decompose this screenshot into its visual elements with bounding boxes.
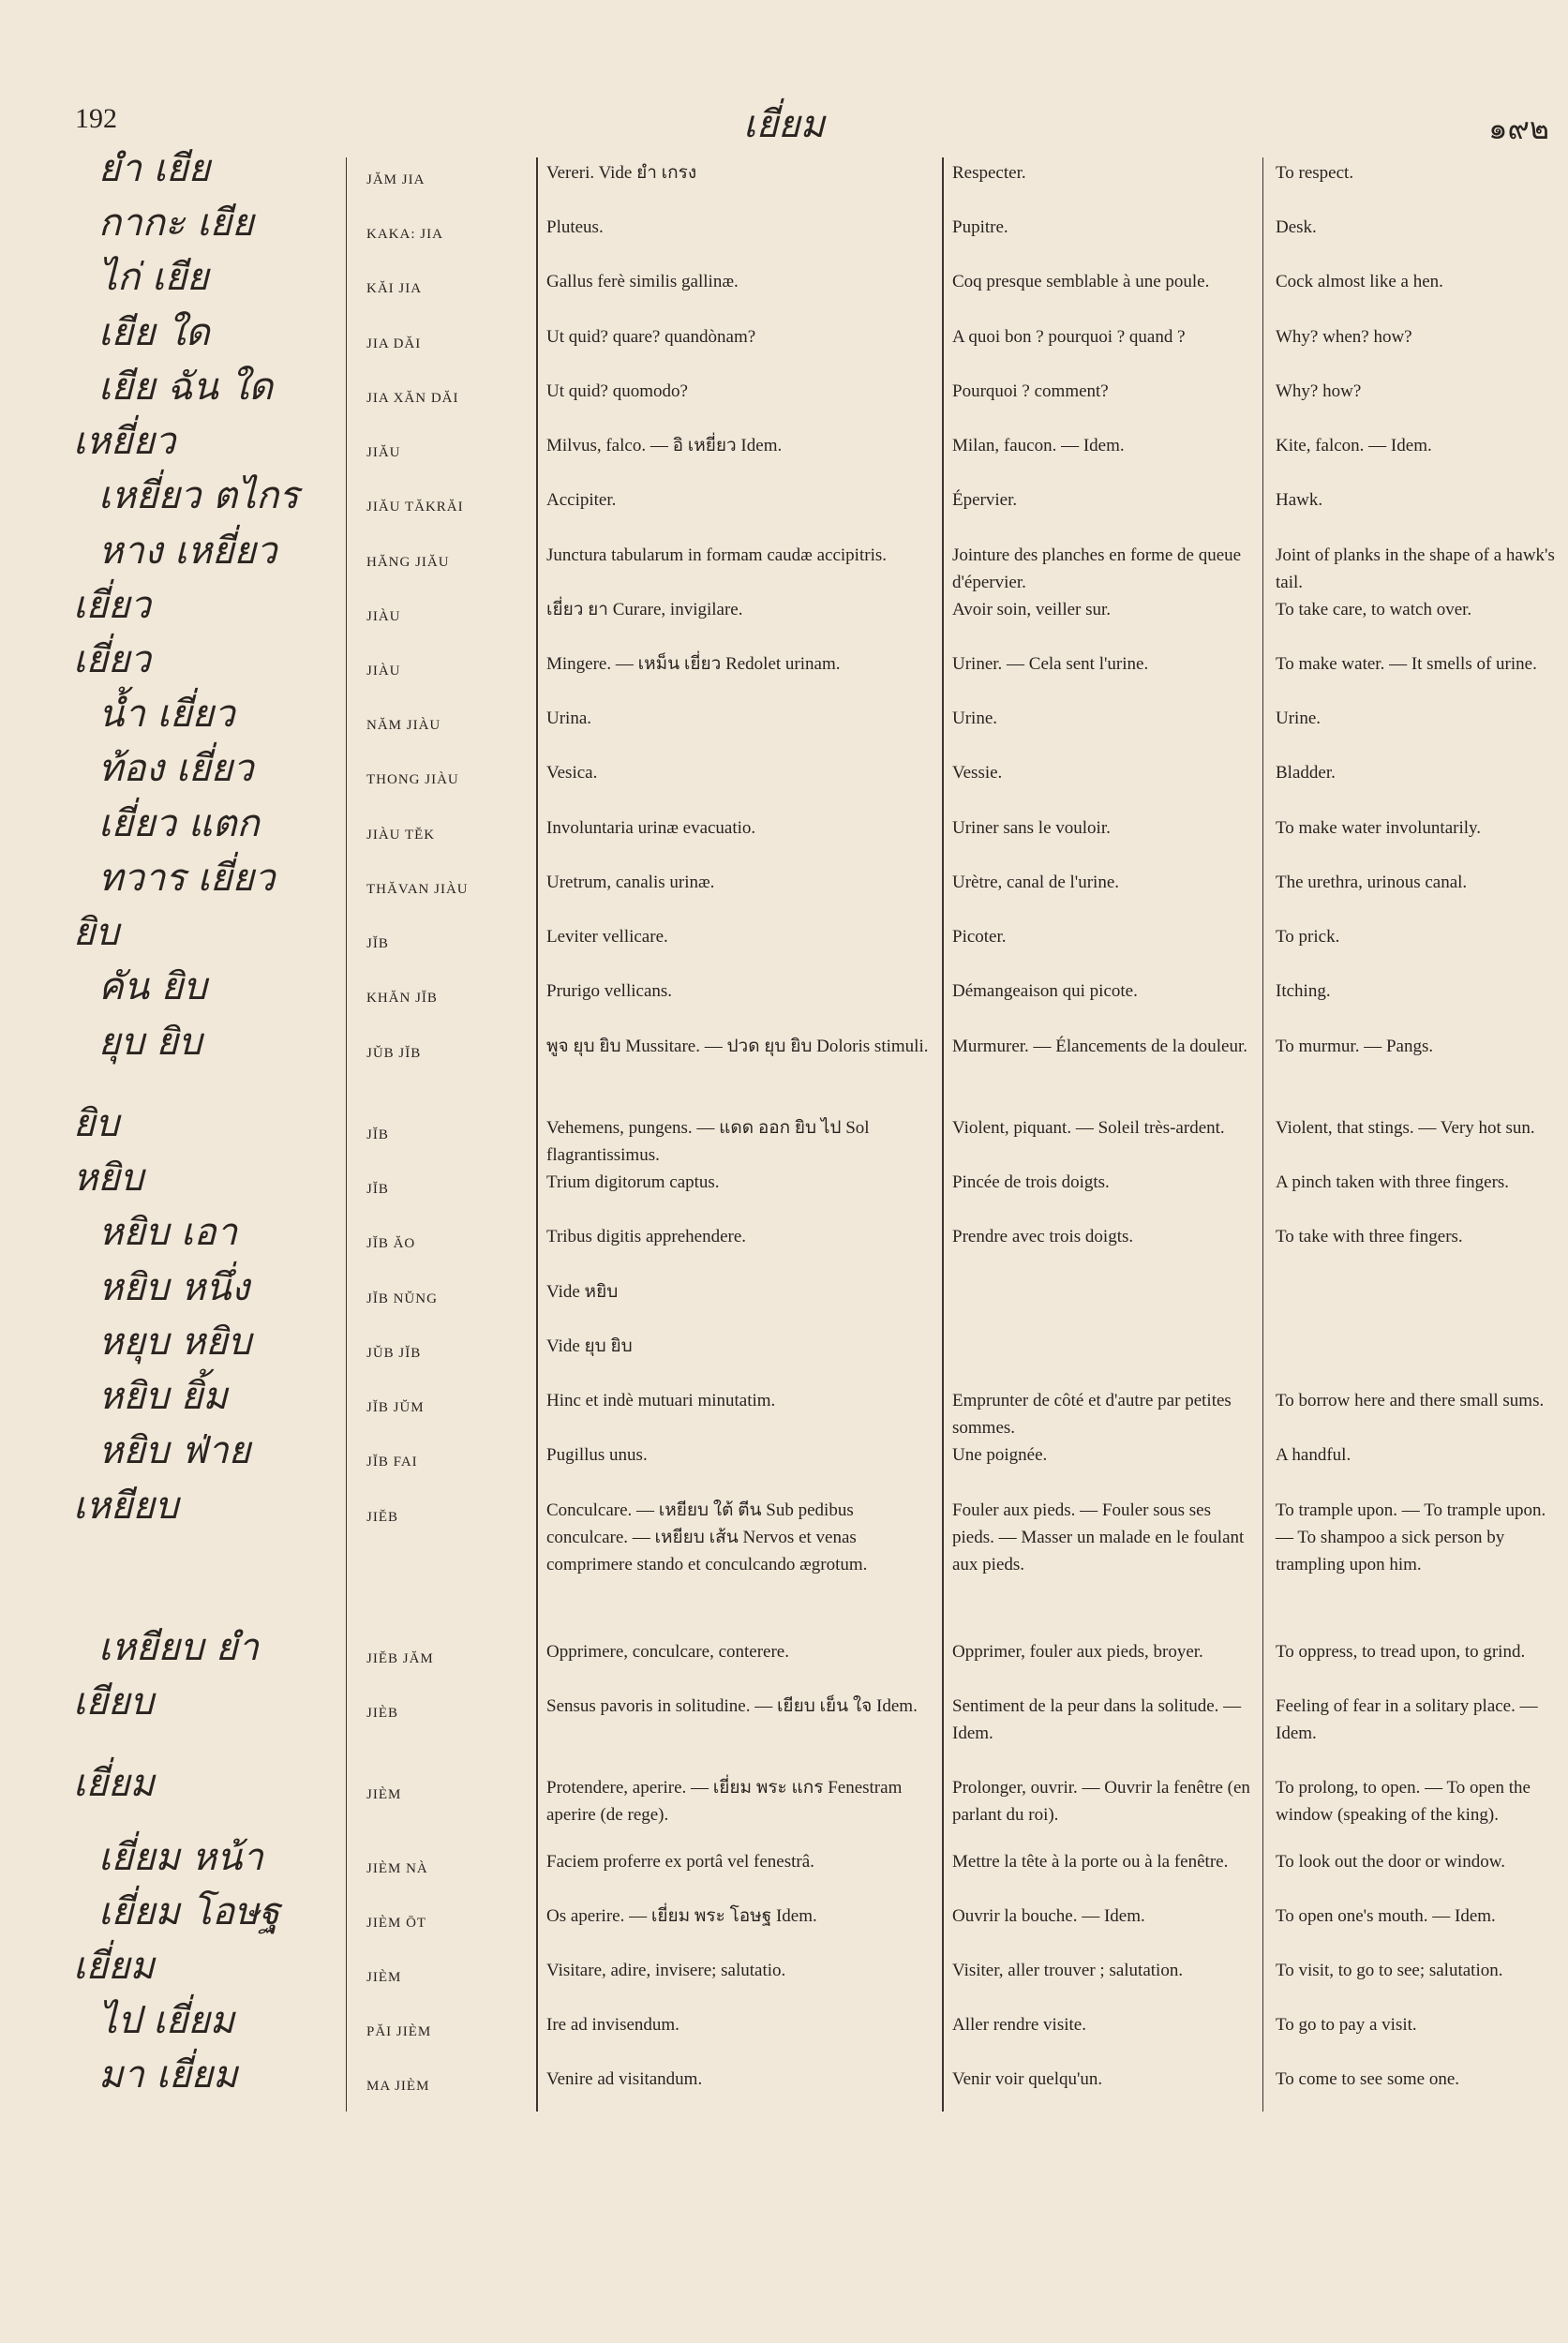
thai-headword: เหยียบ <box>73 1485 179 1528</box>
transliteration: JĬB <box>366 1182 389 1197</box>
transliteration: JIÈM <box>366 1970 402 1985</box>
french-definition: Pourquoi ? comment? <box>952 381 1109 401</box>
thai-headword: ยิบ <box>73 911 119 954</box>
latin-definition: Vereri. Vide ยำ เกรง <box>546 163 697 183</box>
english-definition: To borrow here and there small sums. <box>1276 1391 1545 1410</box>
transliteration: JIĂU TĂKRĂI <box>366 500 464 515</box>
transliteration: JĬB FAI <box>366 1455 418 1470</box>
french-definition: Épervier. <box>952 490 1018 510</box>
column-divider <box>536 157 538 2112</box>
column-divider <box>346 157 347 2112</box>
french-definition: Uriner sans le vouloir. <box>952 818 1111 838</box>
thai-headword: ไป เยี่ยม <box>98 1999 235 2042</box>
latin-definition: Vesica. <box>546 763 598 783</box>
french-definition: Démangeaison qui picote. <box>952 981 1138 1001</box>
english-definition: The urethra, urinous canal. <box>1276 873 1468 892</box>
thai-headword: คัน ยิบ <box>98 965 207 1008</box>
transliteration: JIÈM <box>366 1787 402 1802</box>
latin-definition: Junctura tabularum in formam caudæ accipitris. <box>546 545 887 565</box>
thai-headword: หยุบ หยิบ <box>98 1321 252 1364</box>
english-definition: To respect. <box>1276 163 1354 183</box>
latin-definition: Gallus ferè similis gallinæ. <box>546 272 739 291</box>
transliteration: JIÀU <box>366 664 401 679</box>
latin-definition: Vide ยุบ ยิบ <box>546 1336 633 1356</box>
thai-headword: เยี่ยม หน้า <box>98 1836 263 1879</box>
latin-definition: Mingere. — เหม็น เยี่ยว Redolet urinam. <box>546 654 841 674</box>
english-definition: To visit, to go to see; salutation. <box>1276 1961 1503 1980</box>
english-definition: Violent, that stings. — Very hot sun. <box>1276 1118 1535 1138</box>
french-definition: Pupitre. <box>952 217 1008 237</box>
thai-headword: เยี่ยว <box>73 638 152 681</box>
transliteration: JIÀU <box>366 609 401 624</box>
latin-definition: Milvus, falco. — อิ เหยี่ยว Idem. <box>546 436 783 455</box>
transliteration: JĂM JIA <box>366 172 426 187</box>
french-definition: Prolonger, ouvrir. — Ouvrir la fenêtre (en parlant du roi). <box>952 1778 1250 1825</box>
french-definition: Emprunter de côté et d'autre par petites sommes. <box>952 1391 1232 1438</box>
column-divider <box>942 157 944 2112</box>
transliteration: JIĔB <box>366 1510 398 1525</box>
latin-definition: Faciem proferre ex portâ vel fenestrâ. <box>546 1852 814 1872</box>
thai-headword: เยี่ยม โอษฐ <box>98 1890 280 1933</box>
column-divider <box>1262 157 1263 2112</box>
thai-headword: เหยียบ ยำ <box>98 1626 259 1669</box>
transliteration: JĬB <box>366 1127 389 1142</box>
latin-definition: Protendere, aperire. — เยี่ยม พระ แกร Fenestram aperire (de rege). <box>546 1778 903 1825</box>
french-definition: Sentiment de la peur dans la solitude. — Idem. <box>952 1696 1242 1743</box>
french-definition: Pincée de trois doigts. <box>952 1172 1110 1192</box>
latin-definition: Involuntaria urinæ evacuatio. <box>546 818 756 838</box>
thai-headword: เยีย ฉัน ใด <box>98 366 274 409</box>
thai-headword: หยิบ <box>73 1157 144 1200</box>
thai-headword: เยี่ยว แตก <box>98 802 260 845</box>
latin-definition: Ire ad invisendum. <box>546 2015 679 2035</box>
latin-definition: Vehemens, pungens. — แดด ออก ยิบ ไป Sol flagrantissimus. <box>546 1118 870 1165</box>
thai-headword: หยิบ หนึ่ง <box>98 1266 250 1309</box>
english-definition: To prick. <box>1276 927 1340 947</box>
transliteration: JIĔB JĂM <box>366 1651 434 1666</box>
french-definition: Picoter. <box>952 927 1007 947</box>
english-definition: Cock almost like a hen. <box>1276 272 1443 291</box>
latin-definition: Ut quid? quare? quandònam? <box>546 327 756 347</box>
latin-definition: พูจ ยุบ ยิบ Mussitare. — ปวด ยุบ ยิบ Doloris stimuli. <box>546 1037 929 1056</box>
french-definition: Coq presque semblable à une poule. <box>952 272 1210 291</box>
transliteration: KHĂN JĬB <box>366 991 438 1006</box>
thai-headword: เยี่ยม <box>73 1762 155 1805</box>
transliteration: JIA XĂN DĂI <box>366 391 459 406</box>
latin-definition: Conculcare. — เหยียบ ใต้ ตีน Sub pedibus conculcare. — เหยียบ เส้น Nervos et venas comprimere stando et conculcando ægrotum. <box>546 1500 868 1574</box>
english-definition: To prolong, to open. — To open the window (speaking of the king). <box>1276 1778 1531 1825</box>
english-definition: A handful. <box>1276 1445 1351 1465</box>
thai-headword: หยิบ ยิ้ม <box>98 1375 228 1418</box>
transliteration: PĂI JIÈM <box>366 2024 432 2039</box>
page-title: เยี่ยม <box>743 103 825 145</box>
english-definition: To murmur. — Pangs. <box>1276 1037 1434 1056</box>
latin-definition: Vide หยิบ <box>546 1282 619 1302</box>
latin-definition: Accipiter. <box>546 490 617 510</box>
english-definition: To trample upon. — To trample upon. — To shampoo a sick person by trampling upon him. <box>1276 1500 1546 1574</box>
thai-headword: ยำ เยีย <box>98 147 211 190</box>
transliteration: MA JIÈM <box>366 2079 430 2094</box>
french-definition: Respecter. <box>952 163 1026 183</box>
latin-definition: Venire ad visitandum. <box>546 2069 703 2089</box>
latin-definition: เยี่ยว ยา Curare, invigilare. <box>546 600 743 619</box>
transliteration: JĬB ĂO <box>366 1236 416 1251</box>
transliteration: JŬB JĬB <box>366 1046 422 1061</box>
english-definition: Why? how? <box>1276 381 1362 401</box>
latin-definition: Tribus digitis apprehendere. <box>546 1227 747 1246</box>
thai-headword: หาง เหยี่ยว <box>98 530 277 573</box>
thai-headword: ยุบ ยิบ <box>98 1021 202 1064</box>
thai-headword: กากะ เยีย <box>98 201 254 245</box>
english-definition: To look out the door or window. <box>1276 1852 1505 1872</box>
transliteration: JĬB JŬM <box>366 1400 425 1415</box>
french-definition: Opprimer, fouler aux pieds, broyer. <box>952 1642 1203 1662</box>
latin-definition: Hinc et indè mutuari minutatim. <box>546 1391 776 1410</box>
thai-headword: เยี่ยม <box>73 1945 155 1988</box>
french-definition: Jointure des planches en forme de queue d'épervier. <box>952 545 1242 592</box>
transliteration: JĬB <box>366 936 389 951</box>
english-definition: Desk. <box>1276 217 1317 237</box>
transliteration: NĂM JIÀU <box>366 718 441 733</box>
transliteration: JIÈM ŌT <box>366 1916 427 1931</box>
transliteration: KĂI JIA <box>366 281 423 296</box>
french-definition: Uriner. — Cela sent l'urine. <box>952 654 1149 674</box>
transliteration: JIÀU TĔK <box>366 828 436 843</box>
transliteration: JĬB NŬNG <box>366 1291 438 1306</box>
french-definition: Venir voir quelqu'un. <box>952 2069 1103 2089</box>
english-definition: To take with three fingers. <box>1276 1227 1463 1246</box>
thai-headword: เหยี่ยว ตไกร <box>98 474 299 517</box>
transliteration: JIĂU <box>366 445 401 460</box>
thai-headword: เยียบ <box>73 1680 154 1724</box>
transliteration: HĂNG JIĂU <box>366 555 450 570</box>
english-definition: Joint of planks in the shape of a hawk's tail. <box>1276 545 1555 592</box>
french-definition: Prendre avec trois doigts. <box>952 1227 1134 1246</box>
french-definition: Mettre la tête à la porte ou à la fenêtre. <box>952 1852 1229 1872</box>
thai-headword: เหยี่ยว <box>73 420 176 463</box>
french-definition: A quoi bon ? pourquoi ? quand ? <box>952 327 1186 347</box>
thai-headword: หยิบ เอา <box>98 1211 238 1254</box>
thai-headword: ทวาร เยี่ยว <box>98 857 276 900</box>
thai-headword: ท้อง เยี่ยว <box>98 747 254 790</box>
french-definition: Avoir soin, veiller sur. <box>952 600 1112 619</box>
thai-page-number: ๑๙๒ <box>1488 112 1549 145</box>
english-definition: Why? when? how? <box>1276 327 1412 347</box>
french-definition: Milan, faucon. — Idem. <box>952 436 1125 455</box>
french-definition: Urètre, canal de l'urine. <box>952 873 1120 892</box>
french-definition: Ouvrir la bouche. — Idem. <box>952 1906 1145 1926</box>
thai-headword: มา เยี่ยม <box>98 2053 238 2097</box>
english-definition: To come to see some one. <box>1276 2069 1460 2089</box>
english-definition: To take care, to watch over. <box>1276 600 1472 619</box>
transliteration: KAKA: JIA <box>366 227 443 242</box>
transliteration: JIÈM NÀ <box>366 1861 428 1876</box>
thai-headword: เยี่ยว <box>73 584 152 627</box>
english-definition: To open one's mouth. — Idem. <box>1276 1906 1496 1926</box>
english-definition: To go to pay a visit. <box>1276 2015 1417 2035</box>
latin-definition: Sensus pavoris in solitudine. — เยียบ เย็น ใจ Idem. <box>546 1696 918 1716</box>
french-definition: Violent, piquant. — Soleil très-ardent. <box>952 1118 1225 1138</box>
english-definition: To make water. — It smells of urine. <box>1276 654 1537 674</box>
french-definition: Fouler aux pieds. — Fouler sous ses pieds. — Masser un malade en le foulant aux pieds. <box>952 1500 1245 1574</box>
english-definition: To make water involuntarily. <box>1276 818 1482 838</box>
transliteration: JŬB JĬB <box>366 1346 422 1361</box>
thai-headword: ยิบ <box>73 1102 119 1145</box>
french-definition: Une poignée. <box>952 1445 1048 1465</box>
page-number: 192 <box>75 103 117 134</box>
english-definition: Urine. <box>1276 709 1322 728</box>
latin-definition: Pluteus. <box>546 217 604 237</box>
latin-definition: Uretrum, canalis urinæ. <box>546 873 715 892</box>
french-definition: Murmurer. — Élancements de la douleur. <box>952 1037 1247 1056</box>
latin-definition: Trium digitorum captus. <box>546 1172 720 1192</box>
latin-definition: Prurigo vellicans. <box>546 981 673 1001</box>
latin-definition: Visitare, adire, invisere; salutatio. <box>546 1961 786 1980</box>
thai-headword: ไก่ เยีย <box>98 256 209 299</box>
latin-definition: Os aperire. — เยี่ยม พระ โอษฐ Idem. <box>546 1906 817 1926</box>
latin-definition: Urina. <box>546 709 592 728</box>
latin-definition: Leviter vellicare. <box>546 927 668 947</box>
english-definition: A pinch taken with three fingers. <box>1276 1172 1510 1192</box>
thai-headword: หยิบ ฟ่าย <box>98 1429 251 1472</box>
french-definition: Vessie. <box>952 763 1003 783</box>
latin-definition: Ut quid? quomodo? <box>546 381 688 401</box>
latin-definition: Pugillus unus. <box>546 1445 648 1465</box>
english-definition: Kite, falcon. — Idem. <box>1276 436 1432 455</box>
english-definition: To oppress, to tread upon, to grind. <box>1276 1642 1526 1662</box>
transliteration: JIÈB <box>366 1706 398 1721</box>
transliteration: JIA DĂI <box>366 336 422 351</box>
transliteration: THĂVAN JIÀU <box>366 882 469 897</box>
thai-headword: น้ำ เยี่ยว <box>98 693 235 736</box>
english-definition: Hawk. <box>1276 490 1323 510</box>
french-definition: Visiter, aller trouver ; salutation. <box>952 1961 1184 1980</box>
latin-definition: Opprimere, conculcare, conterere. <box>546 1642 789 1662</box>
english-definition: Feeling of fear in a solitary place. — Idem. <box>1276 1696 1538 1743</box>
english-definition: Bladder. <box>1276 763 1336 783</box>
french-definition: Aller rendre visite. <box>952 2015 1086 2035</box>
transliteration: THONG JIÀU <box>366 772 459 787</box>
thai-headword: เยีย ใด <box>98 311 210 354</box>
french-definition: Urine. <box>952 709 998 728</box>
english-definition: Itching. <box>1276 981 1331 1001</box>
